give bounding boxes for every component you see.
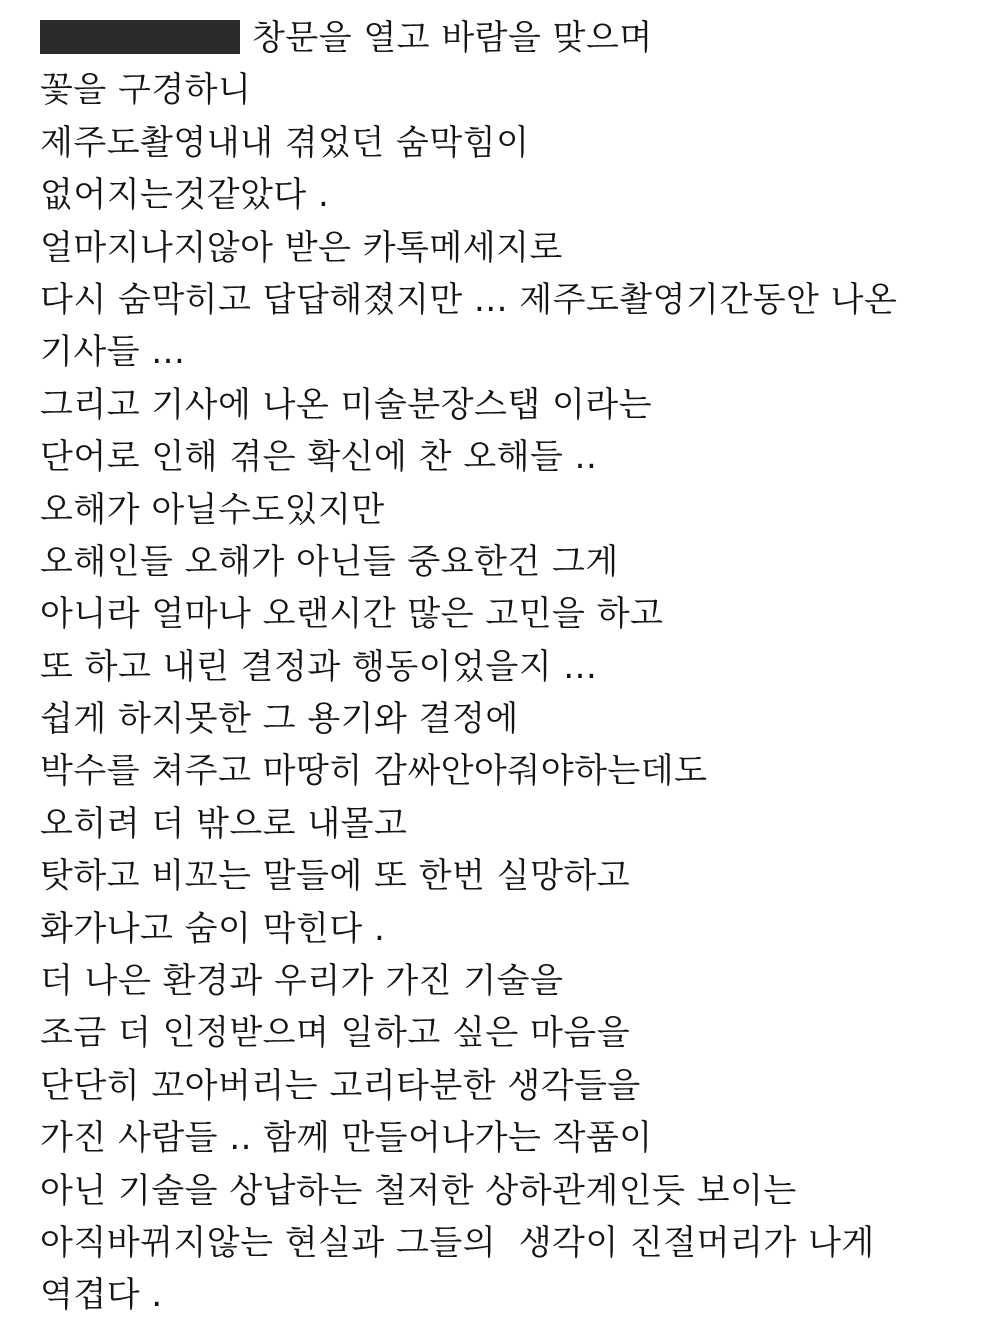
post-line: 쉽게 하지못한 그 용기와 결정에: [40, 699, 519, 740]
post-line: 오해가 아닐수도있지만: [40, 489, 385, 530]
post-line: 가진 사람들 .. 함께 만들어나가는 작품이: [40, 1118, 653, 1159]
post-line: 꽃을 구경하니: [40, 70, 252, 111]
post-line: 그리고 기사에 나온 미술분장스탭 이라는: [40, 384, 653, 425]
post-line: 오히려 더 밖으로 내몰고: [40, 803, 408, 844]
post-line: 기사들 ...: [40, 332, 186, 373]
post-line: [40, 12, 1000, 64]
post-line: 더 나은 환경과 우리가 가진 기술을: [40, 961, 564, 1002]
post-line: 단어로 인해 겪은 확신에 찬 오해들 ..: [40, 437, 598, 478]
post-line: 탓하고 비꼬는 말들에 또 한번 실망하고: [40, 856, 631, 897]
post-line: 아직바뀌지않는 현실과 그들의 생각이 진절머리가 나게: [40, 1222, 875, 1263]
post-line: 박수를 쳐주고 마땅히 감싸안아줘야하는데도: [40, 751, 708, 792]
post-line: 없어지는것같았다 .: [40, 175, 330, 216]
post-line: 아니라 얼마나 오랜시간 많은 고민을 하고: [40, 594, 664, 635]
post-line: 오해인들 오해가 아닌들 중요한건 그게: [40, 541, 619, 582]
post-line: 조금 더 인정받으며 일하고 싶은 마음을: [40, 1013, 631, 1054]
post-line: 다시 숨막히고 답답해졌지만 ... 제주도촬영기간동안 나온: [40, 279, 898, 320]
post-line: 역겹다 .: [40, 1275, 163, 1316]
post-line-text: 창문을 열고 바람을 맞으며: [252, 18, 653, 58]
post-line: 얼마지나지않아 받은 카톡메세지로: [40, 227, 563, 268]
post-line: 아닌 기술을 상납하는 철저한 상하관계인듯 보이는: [40, 1170, 797, 1211]
post-line: 또 하고 내린 결정과 행동이었을지 ...: [40, 646, 598, 687]
post-line: 단단히 꼬아버리는 고리타분한 생각들을: [40, 1065, 641, 1106]
post-line: 제주도촬영내내 겪었던 숨막힘이: [40, 122, 530, 163]
redacted-name-block: [40, 20, 240, 54]
post-line: 화가나고 숨이 막힌다 .: [40, 908, 386, 949]
